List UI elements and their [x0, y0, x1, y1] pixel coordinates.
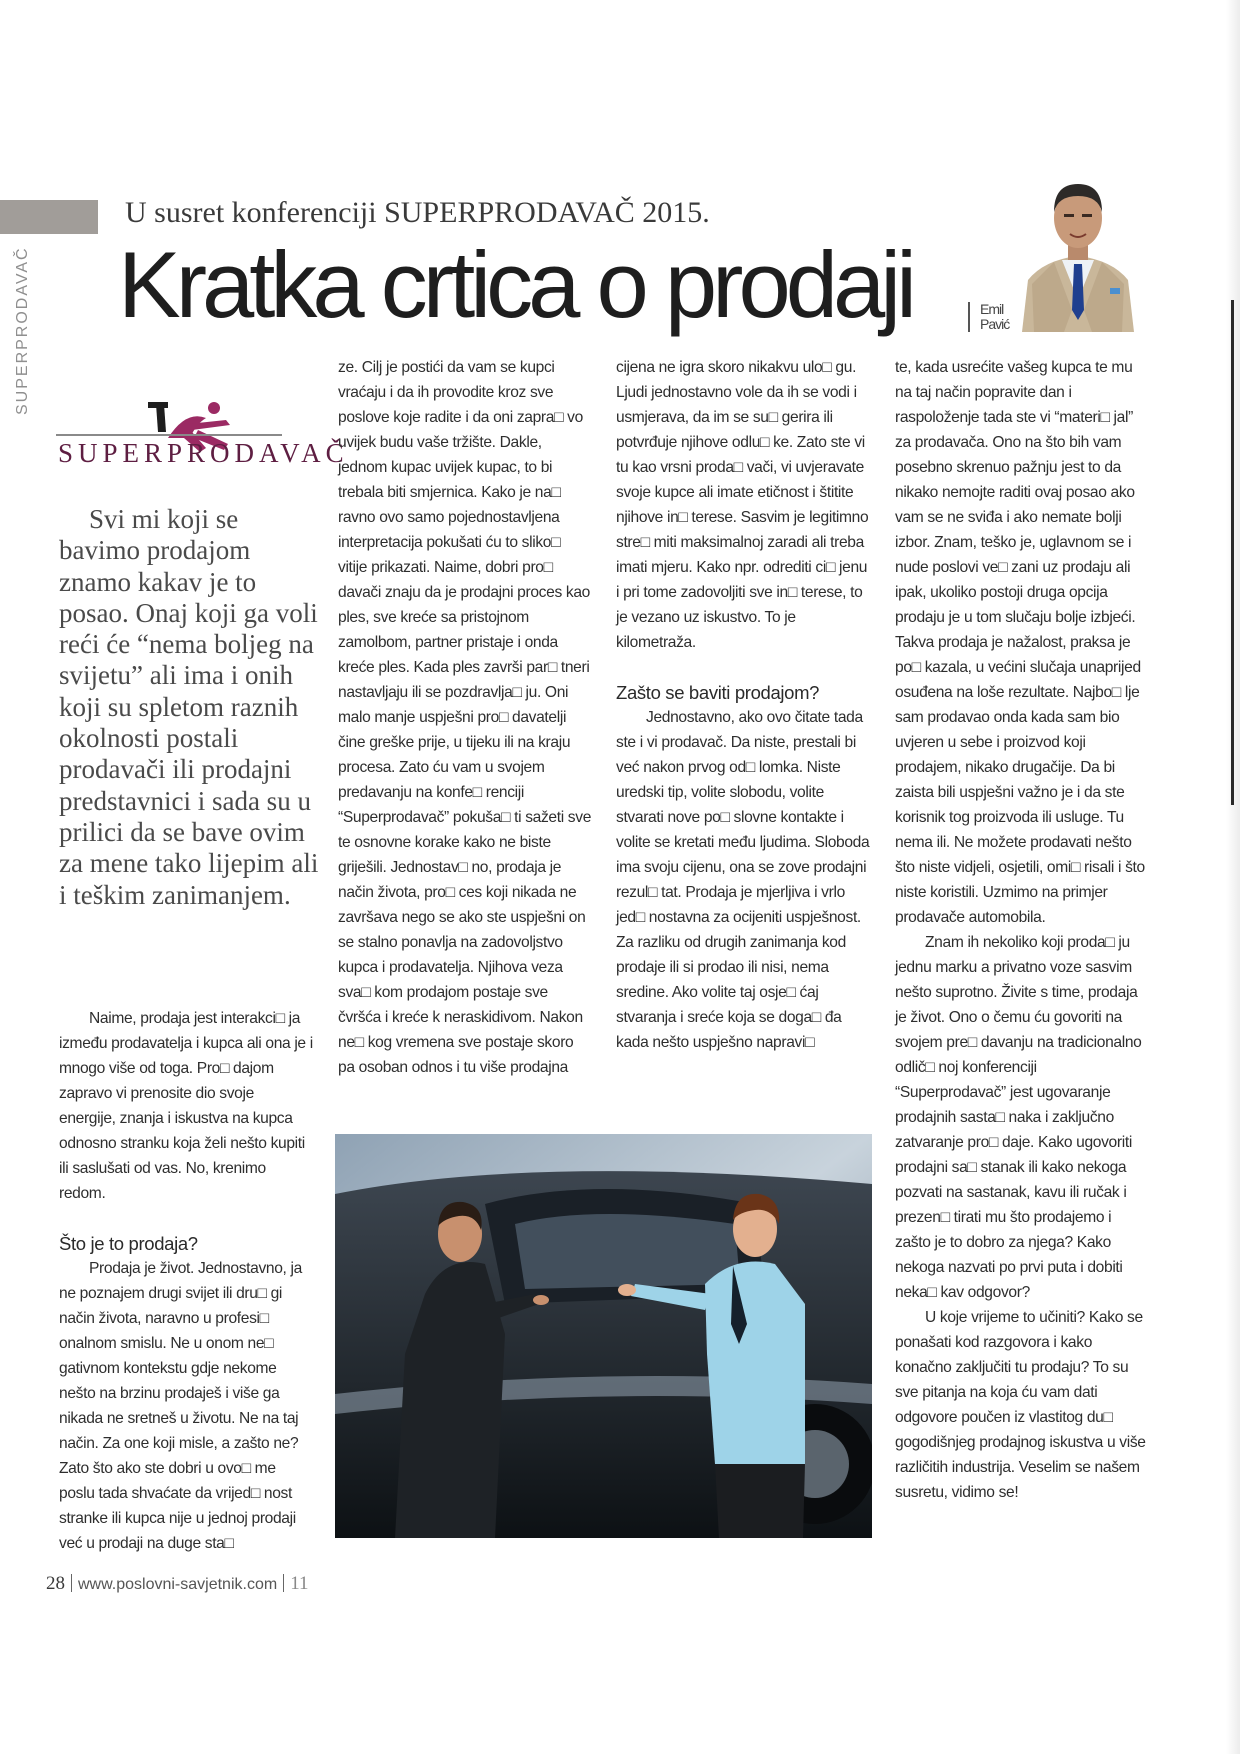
section-tab [0, 200, 98, 234]
page-edge-shadow [1226, 0, 1240, 1754]
body-paragraph: Znam ih nekoliko koji proda□ ju jednu marku a privatno voze sasvim nešto suprotno. Živite s time, prodaja je život. Ono o čemu ću govoriti na svojem pre□ davanju na tradicionalno odlič□ noj konferenciji “Superprodavač” jest ugovaranje prodajnih sasta□ naka i zaključno zatvaranje pro□ daje. Kako ugovoriti prodajni sa□ stanak ili kako nekoga pozvati na sastanak, kavu ili ručak i prezen□ tirati mu što prodajemo i zašto je to dobro za njega? Kako nekoga nazvati po prvi puta i dobiti neka□ kav odgovor? [895, 934, 1142, 1301]
body-paragraph: te, kada usrećite vašeg kupca te mu na taj način popravite dan i raspoloženje tada ste vi “materi□ jal” za prodavača. Ono na što bih vam posebno skrenuo pažnju jest to da nikako nemojte raditi ovaj posao ako vam se ne sviđa i ako nemate bolji izbor. Znam, teško je, uglavnom se i nude poslovi ve□ zani uz prodaju ali ipak, ukoliko postoji druga opcija prodaju je u tom slučaju bolje izbjeći. Takva prodaja je nažalost, praksa je po□ kazala, u većini slučaja unaprijed osuđena na loše rezultate. Najbo□ lje sam prodavao onda kada sam bio uvjeren u sebe i proizvod koji prodajem, nikako drugačije. Da bi zaista bili uspješni važno je i da ste korisnik tog proizvoda ili usluge. Tu nema ili. Ne možete prodavati nešto što niste vidjeli, osjetili, omi□ risali i što niste koristili. Uzmimo na primjer prodavače automobila. [895, 359, 1145, 926]
text-column-1 [59, 1006, 313, 1556]
text-column-3 [616, 355, 870, 1055]
author-first-name: Emil [980, 301, 1004, 317]
author-byline [968, 302, 1009, 332]
superprodavac-logo-text: SUPERPRODAVAČ [58, 438, 349, 468]
lead-paragraph: Svi mi koji se bavimo prodajom znamo kakav je to posao. Onaj koji ga voli reći će “nema boljeg na svijetu” ali ima i onih koji su spletom raznih okolnosti postali prodavači ili prodajni predstavnici i sada su u prilici da se bave ovim za mene tako lijepim ali i teškim zanimanjem. [59, 504, 319, 910]
body-paragraph: Jednostavno, ako ovo čitate tada ste i vi prodavač. Da niste, prestali bi već nakon prvog od□ lomka. Niste uredski tip, volite slobodu, volite stvarati nove po□ slovne kontakte i volite se kretati među ljudima. Sloboda ima svoju cijenu, ona se zove prodajni rezul□ tat. Prodaja je mjerljiva i vrlo jed□ nostavna za ocijeniti uspješnost. Za razliku od drugih zanimanja kod prodaje ili si prodao ili nisi, nema sredine. Ako volite taj osje□ ćaj stvaranja i sreće koja se doga□ đa kada nešto uspješno napravi□ [616, 709, 870, 1051]
page-edge-line [1231, 300, 1234, 805]
page-number: 28 [46, 1573, 65, 1594]
page-footer [46, 1573, 308, 1595]
body-paragraph: cijena ne igra skoro nikakvu ulo□ gu. Ljudi jednostavno vole da ih se vodi i usmjerava, da im se su□ gerira ili potvrđuje njihove odlu□ ke. Zato ste vi tu kao vrsni proda□ vači, vi uvjeravate svoje kupce ali imate etičnost i štitite njihove in□ terese. Sasvim je legitimno stre□ miti maksimalnoj zaradi ali treba imati mjeru. Kako npr. odrediti ci□ jenu i pri tome zadovoljiti sve in□ terese, to je vezano uz iskustvo. To je kilometraža. [616, 359, 869, 651]
subheading: Zašto se baviti prodajom? [616, 682, 820, 703]
article-headline: Kratka crtica o prodaji [118, 232, 913, 337]
body-paragraph: U koje vrijeme to učiniti? Kako se ponašati kod razgovora i kako konačno zaključiti tu prodaju? To su sve pitanja na koja ću vam dati odgovore poučen iz vlastitog du□ gogodišnjeg prodajnog iskustva u više različitih industrija. Veselim se našem susretu, vidimo se! [895, 1309, 1146, 1501]
author-photo [1014, 160, 1142, 332]
text-column-4 [895, 355, 1149, 1505]
car-dealership-photo [335, 1134, 872, 1538]
body-paragraph: Naime, prodaja jest interakci□ ja između prodavatelja i kupca ali ona je i mnogo više od toga. Pro□ dajom zapravo vi prenosite dio svoje energije, znanja i iskustva na kupca odnosno stranku koja želi nešto kupiti ili saslušati od vas. No, krenimo redom. [59, 1010, 313, 1202]
subheading: Što je to prodaja? [59, 1233, 198, 1254]
author-last-name: Pavić [980, 316, 1010, 332]
issue-number: 11 [290, 1573, 309, 1594]
article-kicker: U susret konferenciji SUPERPRODAVAČ 2015. [125, 196, 710, 229]
body-paragraph: Prodaja je život. Jednostavno, ja ne poznajem drugi svijet ili dru□ gi način života, naravno u profesi□ onalnom smislu. Ne u onom ne□ gativnom kontekstu gdje nekome nešto na brzinu prodaješ i više ga nikada ne sretneš u životu. Ne na taj način. Za one koji misle, a zašto ne? Zato što ako ste dobri u ovo□ me poslu tada shvaćate da vrijed□ nost stranke ili kupca nije u jednoj prodaji već u prodaji na duge sta□ [59, 1260, 302, 1552]
article-lead [59, 504, 319, 911]
section-side-label: SUPERPRODAVAČ [14, 246, 31, 415]
body-paragraph: ze. Cilj je postići da vam se kupci vraćaju i da ih provodite kroz sve poslove koje radite i da oni zapra□ vo uvijek budu vaše tržište. Dakle, jednom kupac uvijek kupac, to bi trebala biti smjernica. Kako je na□ ravno ovo samo pojednostavljena interpretacija pokušati ću to sliko□ vitije prikazati. Naime, dobri pro□ davači znaju da je prodajni proces kao ples, sve kreće sa pristojnom zamolbom, partner pristaje i onda kreće ples. Kada ples završi par□ tneri nastavljaju ili se pozdravlja□ ju. Oni malo manje uspješni pro□ davatelji čine greške prije, u tijeku ili na kraju procesa. Zato ću vam u svojem predavanju na konfe□ renciji “Superprodavač” pokuša□ ti sažeti sve te osnovne korake kako ne biste griješili. Jednostav□ no, prodaja je način života, pro□ ces koji nikada ne završava nego se ako ste uspješni on se stalno ponavlja na zadovoljstvo kupca i prodavatelja. Njihova veza sva□ kom prodajom postaje sve čvršća i kreće k neraskidivom. Nakon ne□ kog vremena sve postaje skoro pa osoban odnos i tu više prodajna [338, 359, 592, 1076]
text-column-2 [338, 355, 592, 1080]
website-url: www.poslovni-savjetnik.com [78, 1576, 278, 1593]
logo-rule [56, 434, 282, 436]
